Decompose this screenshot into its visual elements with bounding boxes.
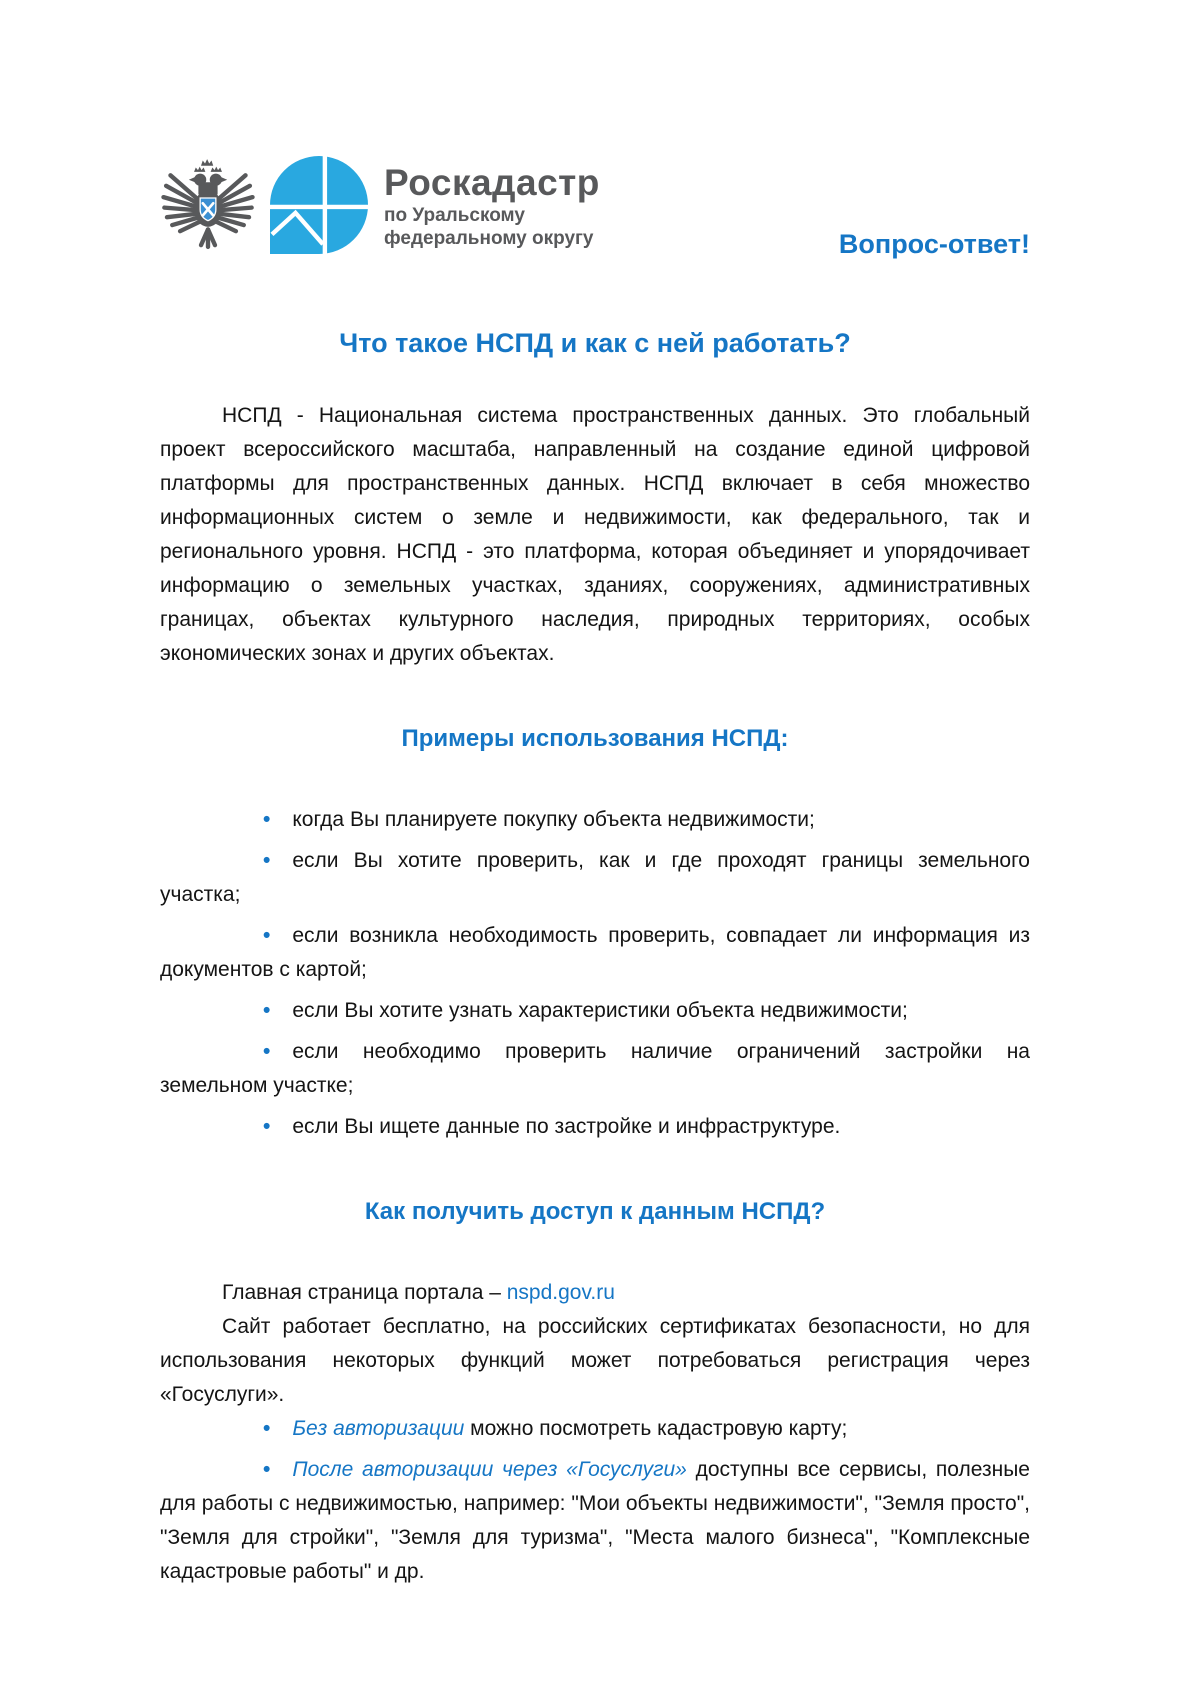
examples-section-header: Примеры использования НСПД: [401,725,789,752]
bullet-dot-icon: • [263,849,271,872]
list-item-text: если возникла необходимость проверить, совпадает ли информация из документов с картой; [160,924,1030,981]
roskadastr-circle-map-icon [270,156,368,259]
bullet-dot-icon: • [263,1458,271,1481]
portal-line [160,1276,1030,1310]
header [160,148,1030,266]
site-info-paragraph: Сайт работает бесплатно, на российских сертификатах безопасности, но для использования некоторых функций может потребоваться регистрация через «Госуслуги». [160,1315,1030,1406]
brand-text [384,163,600,250]
roskadastr-logo [160,148,600,266]
list-item [160,1110,1030,1144]
brand-subtitle-line1: по Уральскому [384,205,525,227]
auth-list [160,1412,1030,1589]
list-item [160,994,1030,1028]
list-item-text: если Вы хотите проверить, как и где проходят границы земельного участка; [160,849,1030,906]
bullet-dot-icon: • [263,1115,271,1138]
brand-name: Роскадастр [384,162,600,204]
bullet-dot-icon: • [263,1040,271,1063]
list-item-text: доступны все сервисы, полезные для работы с недвижимостью, например: "Мои объекты недвижимости", "Земля просто", "Земля для стройки", "Земля для туризма", "Места малого бизнеса", "Комплексные кадастровые работы" и др. [160,1458,1030,1583]
list-item [160,1453,1030,1589]
page-title: Что такое НСПД и как с ней работать? [339,328,851,358]
list-item [160,919,1030,987]
brand-subtitle-line2: федеральному округу [384,228,594,250]
auth-highlight: Без авторизации [292,1417,465,1440]
list-item-text: когда Вы планируете покупку объекта недвижимости; [292,808,815,831]
portal-line-text: Главная страница портала – [222,1281,507,1304]
list-item [160,844,1030,912]
bullet-dot-icon: • [263,999,271,1022]
portal-link[interactable]: nspd.gov.ru [506,1281,615,1304]
intro-paragraph: НСПД - Национальная система пространственных данных. Это глобальный проект всероссийского масштаба, направленный на создание единой цифровой платформы для пространственных данных. НСПД включает в себя множество информационных систем о земле и недвижимости, как федерального, так и регионального уровня. НСПД - это платформа, которая объединяет и упорядочивает информацию о земельных участках, зданиях, сооружениях, административных границах, объектах культурного наследия, природных территориях, особых экономических зонах и других объектах. [160,404,1030,665]
bullet-dot-icon: • [263,924,271,947]
list-item-text: если необходимо проверить наличие ограничений застройки на земельном участке; [160,1040,1030,1097]
bullet-dot-icon: • [263,1417,271,1440]
examples-list [160,803,1030,1144]
list-item-text: если Вы хотите узнать характеристики объекта недвижимости; [292,999,908,1022]
list-item [160,1035,1030,1103]
bullet-dot-icon: • [263,808,271,831]
access-section-header: Как получить доступ к данным НСПД? [364,1198,826,1225]
list-item-text: можно посмотреть кадастровую карту; [464,1417,848,1440]
list-item [160,1412,1030,1446]
list-item-text: если Вы ищете данные по застройке и инфраструктуре. [292,1115,841,1138]
list-item [160,803,1030,837]
qa-label: Вопрос-ответ! [838,229,1030,259]
auth-highlight: После авторизации через «Госуслуги» [292,1458,687,1481]
rosreestr-eagle-emblem-icon [160,153,256,262]
